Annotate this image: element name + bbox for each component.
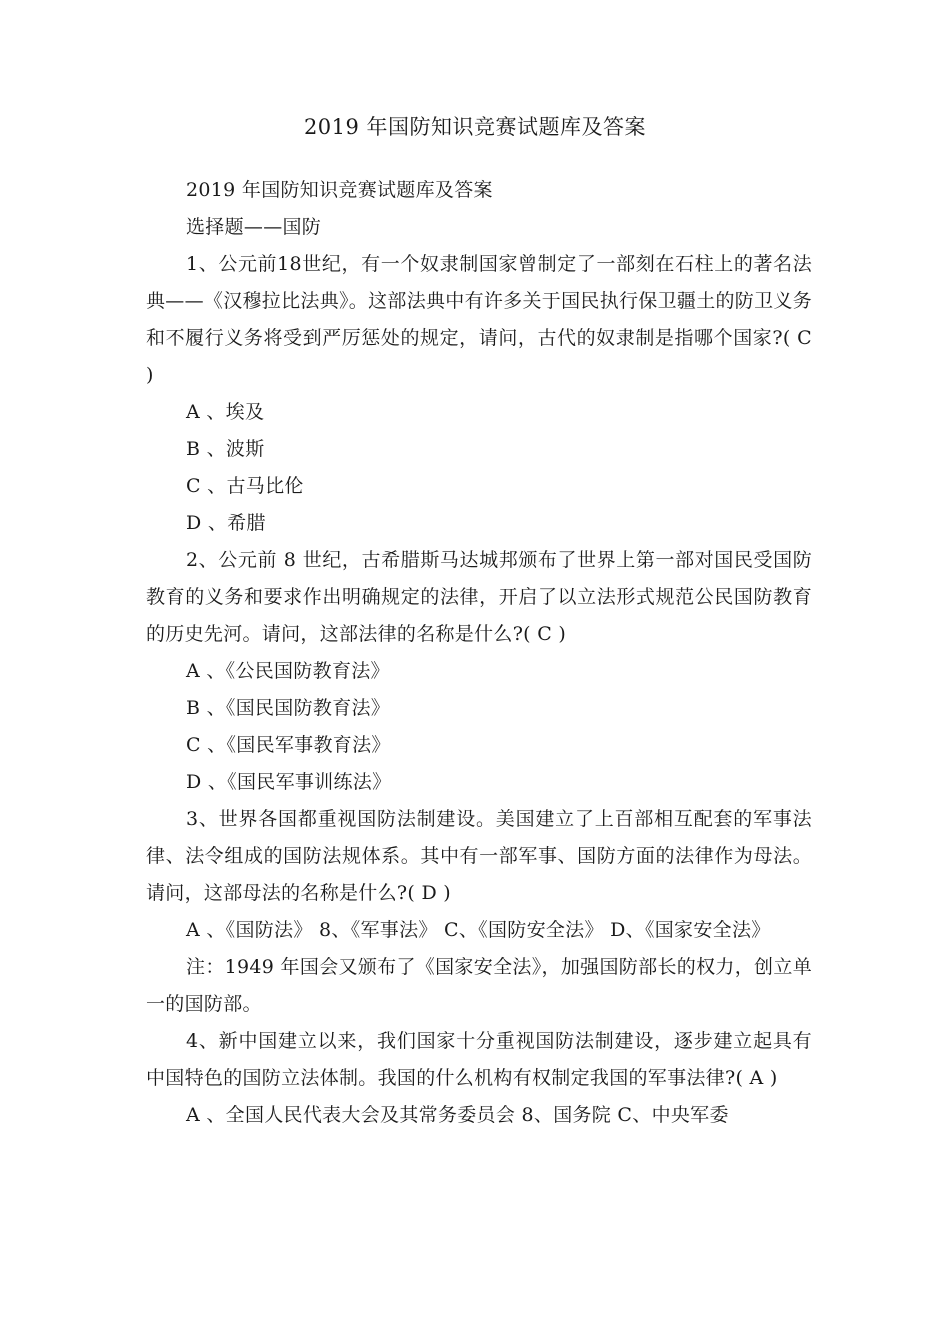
- question-1-option-b: B 、波斯: [186, 438, 265, 460]
- question-3-note: 注：1949 年国会又颁布了《国家安全法》，加强国防部长的权力，创立单一的国防部。: [146, 956, 812, 1015]
- section-heading: 选择题——国防: [186, 216, 322, 238]
- question-4-options: A 、全国人民代表大会及其常务委员会 8、国务院 C、中央军委: [186, 1104, 729, 1126]
- question-2-option-d: D 、《国民军事训练法》: [186, 771, 392, 793]
- document-title: 2019 年国防知识竞赛试题库及答案: [303, 115, 647, 139]
- question-1-option-a: A 、埃及: [186, 401, 265, 423]
- question-1-option-c: C 、古马比伦: [186, 475, 304, 497]
- document-body: [146, 172, 812, 1134]
- question-1-option-d: D 、希腊: [186, 512, 266, 534]
- question-1: 1、公元前18世纪，有一个奴隶制国家曾制定了一部刻在石柱上的著名法典——《汉穆拉比法典》。这部法典中有许多关于国民执行保卫疆土的防卫义务和不履行义务将受到严厉惩处的规定，请问，古代的奴隶制是指哪个国家?( C ): [146, 253, 813, 386]
- question-3: 3、世界各国都重视国防法制建设。美国建立了上百部相互配套的军事法律、法令组成的国防法规体系。其中有一部军事、国防方面的法律作为母法。请问，这部母法的名称是什么?( D ): [146, 808, 812, 904]
- question-2-option-b: B 、《国民国防教育法》: [186, 697, 391, 719]
- question-4: 4、新中国建立以来，我们国家十分重视国防法制建设，逐步建立起具有中国特色的国防立法体制。我国的什么机构有权制定我国的军事法律?( A ): [146, 1030, 812, 1089]
- subtitle: 2019 年国防知识竞赛试题库及答案: [186, 179, 493, 201]
- question-2-option-a: A 、《公民国防教育法》: [186, 660, 390, 682]
- question-3-options: A 、《国防法》 8、《军事法》 C、《国防安全法》 D、《国家安全法》: [186, 919, 771, 941]
- question-2: 2、公元前 8 世纪，古希腊斯马达城邦颁布了世界上第一部对国民受国防教育的义务和要求作出明确规定的法律，开启了以立法形式规范公民国防教育的历史先河。请问，这部法律的名称是什么?( C ): [146, 549, 812, 645]
- question-2-option-c: C 、《国民军事教育法》: [186, 734, 391, 756]
